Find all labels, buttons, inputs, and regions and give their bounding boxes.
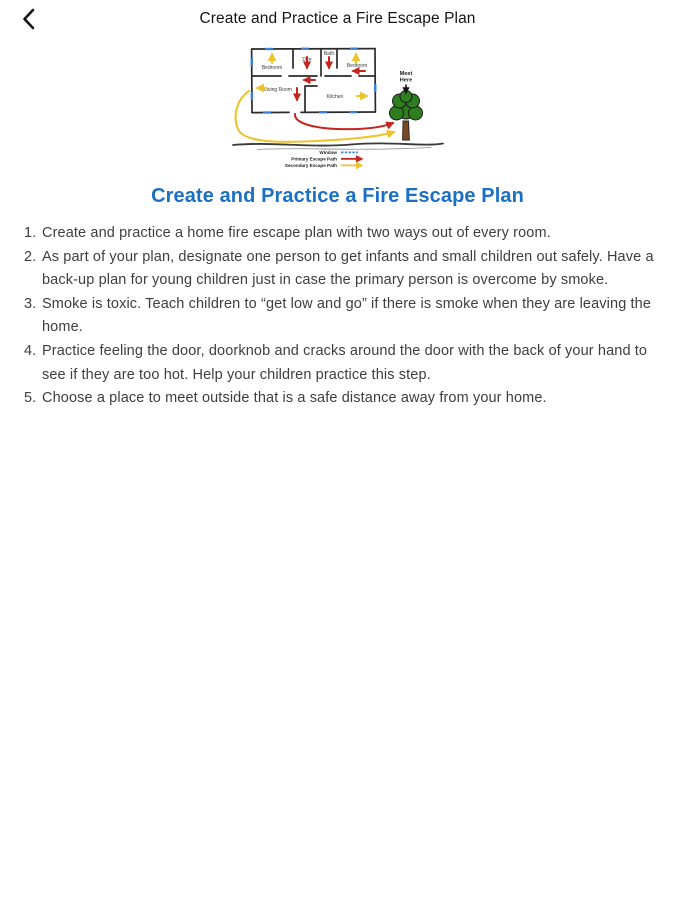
list-item-text: As part of your plan, designate one person to get infants and small children out safely. Have a back-up plan for young children just in case the primary person is overcome by smoke. [42,248,654,289]
room-label-den: Den [301,57,312,63]
meet-here-label-line1: Meet [399,71,412,77]
room-label-bedroom-right: Bedroom [346,63,367,69]
list-item [24,340,669,387]
room-label-bedroom-left: Bedroom [261,65,282,71]
room-label-living-room: Living Room [263,87,292,93]
list-item-number: 5. [24,390,37,407]
floor-plan-illustration [231,44,445,170]
room-label-kitchen: Kitchen [326,94,343,100]
list-item [24,293,669,340]
list-item [24,246,669,293]
list-item-text: Create and practice a home fire escape plan with two ways out of every room. [42,225,551,241]
instruction-list [0,222,675,411]
list-item-number: 2. [24,248,37,265]
list-item [24,222,669,246]
primary-escape-arrows [294,57,392,129]
ground-line [233,143,443,149]
list-item-text: Smoke is toxic. Teach children to “get low and go” if there is smoke when they are leaving the home. [42,295,652,336]
list-item-number: 1. [24,225,37,241]
list-item-text: Choose a place to meet outside that is a safe distance away from your home. [42,390,547,407]
legend-secondary-label: Secondary Escape Path [284,163,337,168]
page-title: Create and Practice a Fire Escape Plan [199,10,476,27]
back-button[interactable] [14,5,42,33]
legend-primary-label: Primary Escape Path [290,156,337,162]
legend-window-label: Window [318,150,337,155]
article-heading: Create and Practice a Fire Escape Plan [151,185,524,207]
list-item-text: Practice feeling the door, doorknob and cracks around the door with the back of your hand to see if they are too hot. Help your children practice this step. [42,342,648,383]
list-item-number: 3. [24,295,37,312]
fire-escape-plan-diagram [231,44,445,170]
room-label-bath: Bath [323,51,334,57]
chevron-left-icon [22,8,35,30]
navigation-bar [0,0,675,38]
diagram-legend [284,150,361,168]
list-item [24,387,669,411]
meet-here-label-line2: Here [399,77,412,84]
list-item-number: 4. [24,342,37,359]
